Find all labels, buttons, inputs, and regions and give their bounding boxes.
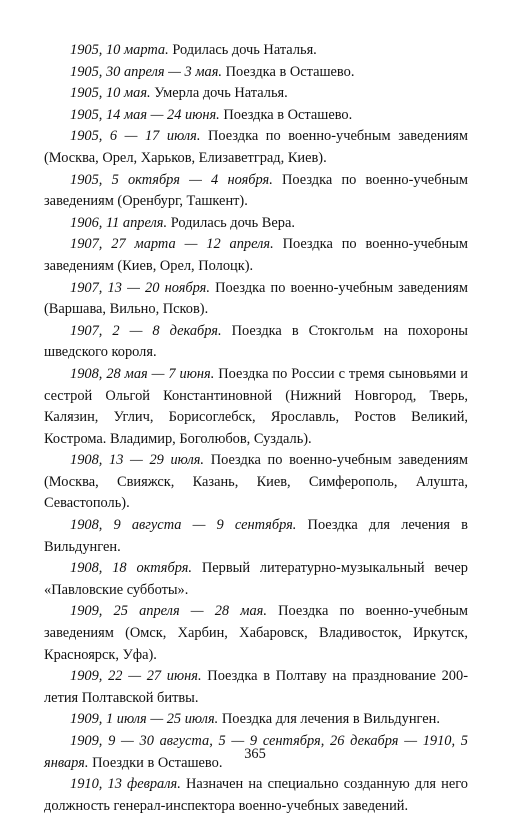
chronology-entry <box>44 40 468 62</box>
chronology-entry <box>44 774 468 817</box>
chronology-entry <box>44 126 468 169</box>
entry-date: 1908, 13 — 29 июля. <box>70 452 205 469</box>
chronology-entry <box>44 709 468 731</box>
chronology-entry <box>44 558 468 601</box>
entry-text: Поездка для лечения в Вильдунген. <box>221 711 440 728</box>
entry-date: 1905, 5 октября — 4 ноября. <box>70 171 273 188</box>
entry-date: 1910, 13 февраля. <box>70 776 181 793</box>
entry-text: Поездка в Осташево. <box>225 63 355 80</box>
entry-text: Поездки в Осташево. <box>92 754 223 771</box>
chronology-entry <box>44 105 468 127</box>
entry-date: 1909, 22 — 27 июня. <box>70 668 202 685</box>
chronology-entry <box>44 234 468 277</box>
chronology-entry <box>44 666 468 709</box>
entry-text: Поездка по военно-учебным заведениям (Москва, Свияжск, Казань, Киев, Симферополь, Алушта, Севастополь). <box>44 452 468 512</box>
entry-text: Назначен на специально созданную для него должность генерал-инспектора военно-учебных заведений. <box>44 776 468 814</box>
entry-date: 1905, 10 мая. <box>70 85 151 102</box>
entry-text: Первый литературно-музыкальный вечер «Павловские субботы». <box>44 560 468 598</box>
entry-text: Поездка в Осташево. <box>223 106 353 123</box>
entry-date: 1907, 27 марта — 12 апреля. <box>70 236 274 253</box>
entry-text: Поездка в Полтаву на празднование 200-летия Полтавской битвы. <box>44 668 468 706</box>
chronology-entry <box>44 601 468 666</box>
entry-date: 1907, 13 — 20 ноября. <box>70 279 210 296</box>
chronology-entry <box>44 62 468 84</box>
chronology-entry <box>44 170 468 213</box>
entry-date: 1909, 9 — 30 августа, 5 — 9 сентября, 26 декабря — 1910, 5 января. <box>44 733 468 771</box>
entry-text: Поездка по военно-учебным заведениям (Омск, Харбин, Хабаровск, Владивосток, Иркутск, Красноярск, Уфа). <box>44 603 468 663</box>
page-number: 365 <box>244 746 266 762</box>
entry-text: Поездка по военно-учебным заведениям (Варшава, Вильно, Псков). <box>44 279 468 318</box>
chronology-entry <box>44 213 468 235</box>
entry-text: Поездка в Стокгольм на похороны шведского короля. <box>44 322 468 361</box>
entry-text: Поездка по военно-учебным заведениям (Москва, Орел, Харьков, Елизаветград, Киев). <box>44 128 469 166</box>
chronology-entry <box>44 364 468 450</box>
entry-text: Родилась дочь Наталья. <box>172 42 317 58</box>
chronology-entry <box>44 278 468 321</box>
chronology-text <box>44 40 468 817</box>
entry-text: Родилась дочь Вера. <box>170 214 295 231</box>
entry-date: 1905, 6 — 17 июля. <box>70 128 201 145</box>
entry-text: Поездка по военно-учебным заведениям (Киев, Орел, Полоцк). <box>44 236 468 274</box>
entry-date: 1907, 2 — 8 декабря. <box>70 322 222 339</box>
entry-text: Умерла дочь Наталья. <box>154 85 288 102</box>
entry-date: 1906, 11 апреля. <box>70 214 168 231</box>
entry-text: Поездка по России с тремя сыновьями и сестрой Ольгой Константиновной (Нижний Новгород, Тверь, Калязин, Углич, Борисоглебск, Ярославль, Ростов Великий, Кострома. Владимир, Боголюбов, Суздаль). <box>44 365 468 447</box>
chronology-entry <box>44 450 468 515</box>
entry-date: 1905, 10 марта. <box>70 42 169 58</box>
entry-date: 1909, 25 апреля — 28 мая. <box>70 603 267 620</box>
entry-date: 1909, 1 июля — 25 июля. <box>70 711 219 728</box>
chronology-entry <box>44 515 468 558</box>
chronology-entry <box>44 83 468 105</box>
entry-date: 1905, 14 мая — 24 июня. <box>70 106 220 123</box>
entry-text: Поездка по военно-учебным заведениям (Оренбург, Ташкент). <box>44 171 468 210</box>
chronology-entry <box>44 321 468 364</box>
entry-date: 1905, 30 апреля — 3 мая. <box>70 63 222 80</box>
entry-date: 1908, 28 мая — 7 июня. <box>70 365 215 382</box>
entry-text: Поездка для лечения в Вильдунген. <box>44 517 468 555</box>
entry-date: 1908, 18 октября. <box>70 560 193 577</box>
entry-date: 1908, 9 августа — 9 сентября. <box>70 517 297 534</box>
